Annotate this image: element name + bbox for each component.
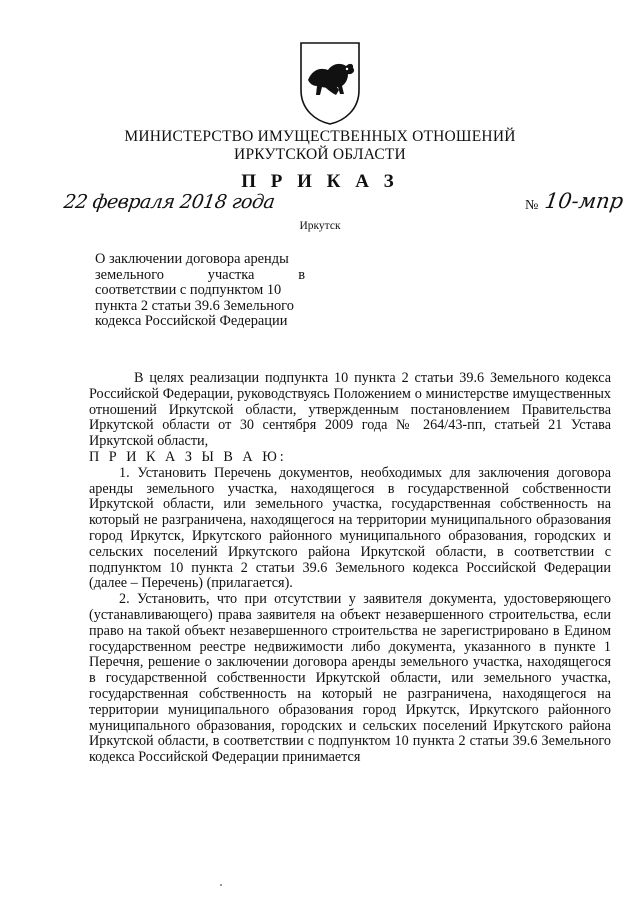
page-mark bbox=[220, 884, 222, 886]
subject-line: кодекса Российской Федерации bbox=[95, 313, 288, 329]
ministry-line-1: МИНИСТЕРСТВО ИМУЩЕСТВЕННЫХ ОТНОШЕНИЙ bbox=[124, 128, 516, 145]
number-prefix: № bbox=[525, 198, 539, 213]
subject-line: О заключении договора аренды bbox=[95, 251, 289, 267]
handwritten-date: 22 февраля 2018 года bbox=[62, 191, 276, 213]
preamble-paragraph: В целях реализации подпункта 10 пункта 2 статьи 39.6 Земельного кодекса Российской Федерации, руководствуясь Положением о министерстве имущественных отношений Иркутской области, утвержденным постановлением Правительства Иркутской области от 30 сентября 2009 года № 264/43-пп, статьей 21 Устава Иркутской области, bbox=[89, 370, 611, 450]
irkutsk-coat-of-arms-icon bbox=[298, 40, 362, 126]
city: Иркутск bbox=[299, 220, 341, 232]
subject-line: соответствии с подпунктом 10 bbox=[95, 282, 282, 298]
item-2-paragraph: 2. Установить, что при отсутствии у заявителя документа, удостоверяющего (устанавливающего) права заявителя на объект незавершенного строительства, если право на такой объект незавершенного строительства не зарегистрировано в Едином государственном реестре недвижимости либо документа, указанного в пункте 1 Перечня, решение о заключении договора аренды земельного участка, находящегося в государственной собственности Иркутской области, или земельного участка, государственная собственность на который не разграничена, находящегося на территории муниципального образования город Иркутск, Иркутского районного муниципального образования, городских и сельских поселений Иркутского района Иркутской области, в соответствии с подпунктом 10 пункта 2 статьи 39.6 Земельного кодекса Российской Федерации принимается bbox=[89, 591, 611, 766]
ministry-line-2: ИРКУТСКОЙ ОБЛАСТИ bbox=[234, 146, 406, 163]
subject-block bbox=[95, 252, 305, 330]
order-word: П Р И К А З Ы В А Ю: bbox=[89, 448, 287, 465]
handwritten-number: 10-мпр bbox=[543, 189, 625, 213]
subject-line: земельного участка в bbox=[95, 266, 305, 283]
document-type-title: П Р И К А З bbox=[241, 171, 399, 192]
subject-line: пункта 2 статьи 39.6 Земельного bbox=[95, 297, 294, 314]
ministry-name bbox=[100, 128, 540, 164]
document-body bbox=[89, 371, 611, 766]
item-1-paragraph: 1. Установить Перечень документов, необходимых для заключения договора аренды земельного участка, находящегося в государственной собственности Иркутской области, или земельного участка, государственная собственность на который не разграничена, находящегося на территории муниципального образования город Иркутск, Иркутского районного муниципального образования, городских и сельских поселений Иркутского района Иркутской области, в соответствии с подпунктом 10 пункта 2 статьи 39.6 Земельного кодекса Российской Федерации (далее – Перечень) (прилагается). bbox=[89, 464, 611, 592]
